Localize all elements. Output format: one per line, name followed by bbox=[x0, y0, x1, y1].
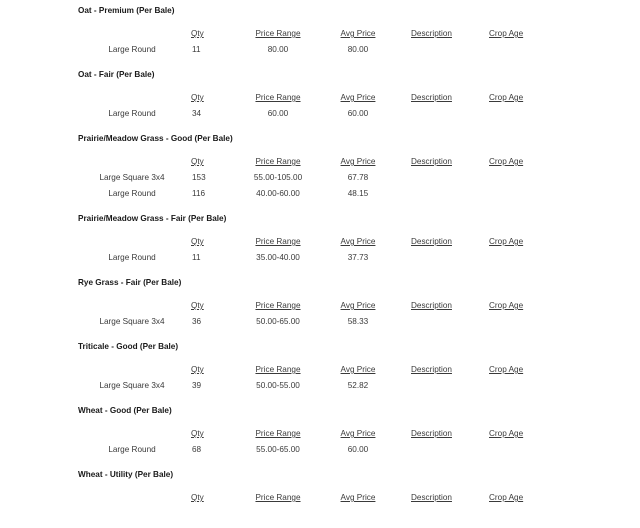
price-range-cell: 50.00-65.00 bbox=[256, 317, 300, 326]
bale-size-cell: Large Round bbox=[108, 45, 156, 54]
report-section bbox=[0, 0, 640, 64]
section-title: Prairie/Meadow Grass - Fair (Per Bale) bbox=[78, 214, 227, 223]
price-range-header: Price Range bbox=[255, 157, 301, 166]
avg-price-cell: 37.73 bbox=[347, 253, 369, 262]
price-range-header: Price Range bbox=[255, 301, 301, 310]
qty-cell: 36 bbox=[192, 317, 202, 326]
description-header: Description bbox=[411, 29, 452, 38]
avg-price-header: Avg Price bbox=[340, 301, 376, 310]
bale-size-cell: Large Square 3x4 bbox=[99, 173, 165, 182]
price-range-header: Price Range bbox=[255, 29, 301, 38]
qty-cell: 68 bbox=[192, 445, 202, 454]
qty-header: Qty bbox=[191, 29, 204, 38]
crop-age-header: Crop Age bbox=[489, 29, 524, 38]
qty-cell: 11 bbox=[192, 253, 201, 262]
price-range-cell: 55.00-105.00 bbox=[253, 173, 303, 182]
price-range-header: Price Range bbox=[255, 237, 301, 246]
avg-price-header: Avg Price bbox=[340, 157, 376, 166]
crop-age-header: Crop Age bbox=[489, 301, 524, 310]
avg-price-cell: 48.15 bbox=[347, 189, 369, 198]
bale-size-cell: Large Round bbox=[108, 189, 156, 198]
qty-header: Qty bbox=[191, 493, 204, 502]
price-range-header: Price Range bbox=[255, 93, 301, 102]
report-section bbox=[0, 64, 640, 128]
avg-price-header: Avg Price bbox=[340, 237, 376, 246]
description-header: Description bbox=[411, 493, 452, 502]
section-title: Rye Grass - Fair (Per Bale) bbox=[78, 278, 182, 287]
price-range-cell: 35.00-40.00 bbox=[256, 253, 300, 262]
qty-cell: 153 bbox=[192, 173, 206, 182]
section-title: Wheat - Good (Per Bale) bbox=[78, 406, 172, 415]
crop-age-header: Crop Age bbox=[489, 237, 524, 246]
section-title: Oat - Premium (Per Bale) bbox=[78, 6, 175, 15]
description-header: Description bbox=[411, 237, 452, 246]
qty-cell: 11 bbox=[192, 45, 201, 54]
qty-header: Qty bbox=[191, 301, 204, 310]
section-title: Oat - Fair (Per Bale) bbox=[78, 70, 155, 79]
qty-header: Qty bbox=[191, 93, 204, 102]
avg-price-cell: 60.00 bbox=[347, 109, 369, 118]
avg-price-cell: 60.00 bbox=[347, 445, 369, 454]
avg-price-cell: 80.00 bbox=[347, 45, 369, 54]
price-range-cell: 80.00 bbox=[267, 45, 289, 54]
qty-cell: 34 bbox=[192, 109, 202, 118]
report-section bbox=[0, 128, 640, 208]
bale-size-cell: Large Round bbox=[108, 253, 156, 262]
avg-price-cell: 52.82 bbox=[347, 381, 369, 390]
description-header: Description bbox=[411, 93, 452, 102]
qty-cell: 39 bbox=[192, 381, 202, 390]
bale-size-cell: Large Square 3x4 bbox=[99, 381, 165, 390]
avg-price-header: Avg Price bbox=[340, 493, 376, 502]
price-range-header: Price Range bbox=[255, 493, 301, 502]
avg-price-header: Avg Price bbox=[340, 29, 376, 38]
price-range-cell: 60.00 bbox=[267, 109, 289, 118]
report-section bbox=[0, 208, 640, 272]
report-section bbox=[0, 464, 640, 528]
avg-price-cell: 58.33 bbox=[347, 317, 369, 326]
section-title: Triticale - Good (Per Bale) bbox=[78, 342, 179, 351]
report-section bbox=[0, 336, 640, 400]
price-range-cell: 55.00-65.00 bbox=[256, 445, 300, 454]
price-range-header: Price Range bbox=[255, 429, 301, 438]
crop-age-header: Crop Age bbox=[489, 93, 524, 102]
qty-header: Qty bbox=[191, 237, 204, 246]
crop-age-header: Crop Age bbox=[489, 157, 524, 166]
qty-cell: 116 bbox=[192, 189, 206, 198]
description-header: Description bbox=[411, 429, 452, 438]
crop-age-header: Crop Age bbox=[489, 493, 524, 502]
avg-price-header: Avg Price bbox=[340, 365, 376, 374]
bale-size-cell: Large Round bbox=[108, 445, 156, 454]
price-range-header: Price Range bbox=[255, 365, 301, 374]
qty-header: Qty bbox=[191, 429, 204, 438]
description-header: Description bbox=[411, 157, 452, 166]
report-section bbox=[0, 272, 640, 336]
crop-age-header: Crop Age bbox=[489, 429, 524, 438]
bale-size-cell: Large Square 3x4 bbox=[99, 317, 165, 326]
qty-header: Qty bbox=[191, 157, 204, 166]
crop-age-header: Crop Age bbox=[489, 365, 524, 374]
section-title: Prairie/Meadow Grass - Good (Per Bale) bbox=[78, 134, 233, 143]
avg-price-cell: 67.78 bbox=[347, 173, 369, 182]
avg-price-header: Avg Price bbox=[340, 429, 376, 438]
description-header: Description bbox=[411, 365, 452, 374]
report-section bbox=[0, 400, 640, 464]
price-range-cell: 50.00-55.00 bbox=[256, 381, 300, 390]
section-title: Wheat - Utility (Per Bale) bbox=[78, 470, 174, 479]
description-header: Description bbox=[411, 301, 452, 310]
bale-size-cell: Large Round bbox=[108, 109, 156, 118]
avg-price-header: Avg Price bbox=[340, 93, 376, 102]
price-range-cell: 40.00-60.00 bbox=[256, 189, 300, 198]
qty-header: Qty bbox=[191, 365, 204, 374]
